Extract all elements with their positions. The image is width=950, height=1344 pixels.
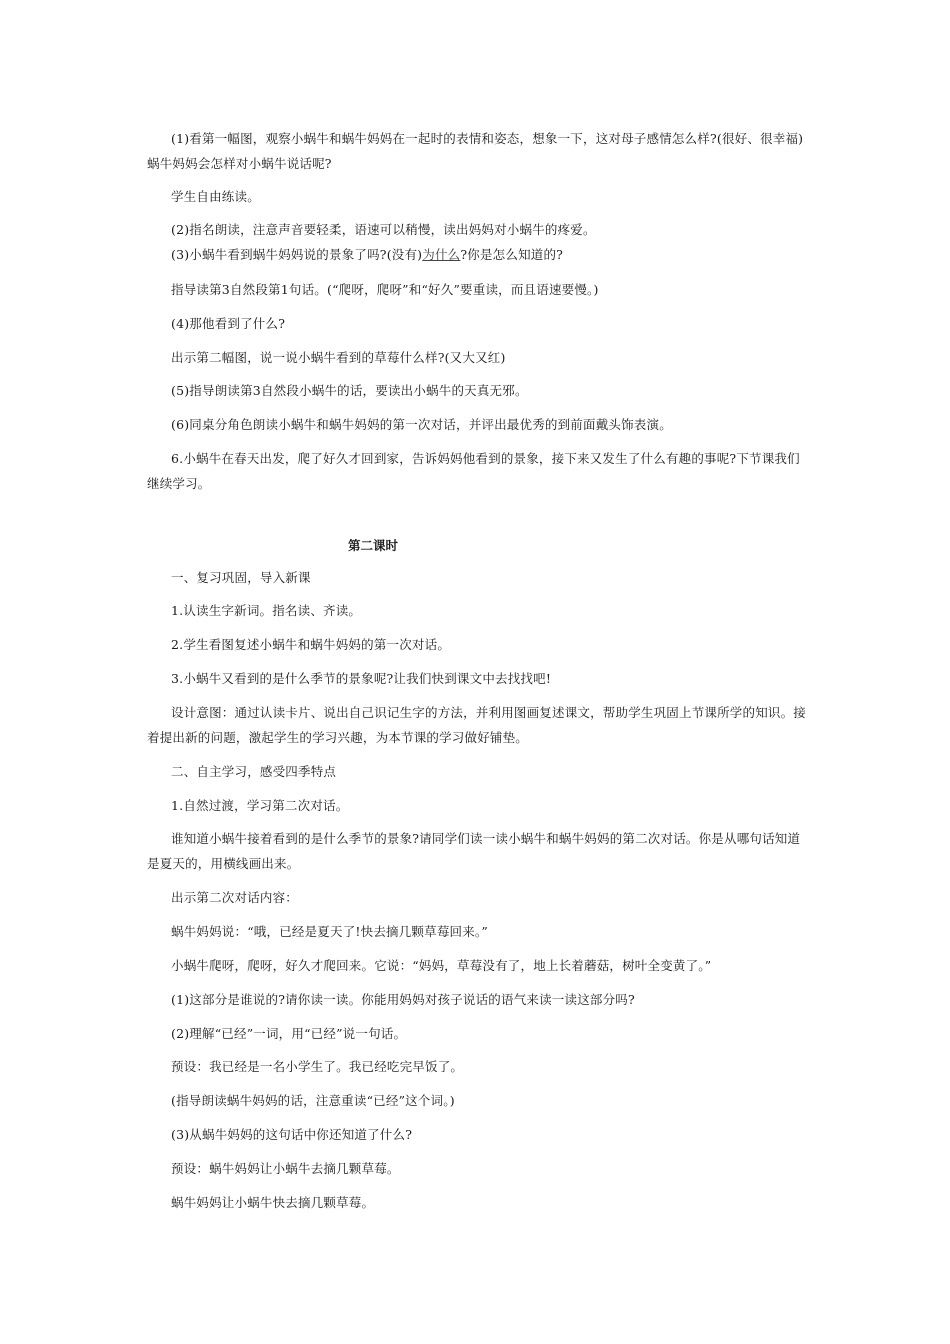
step3-text-a: (3)小蜗牛看到蜗牛妈妈说的景象了吗?(没有) [171,247,423,262]
underlined-why: 为什么 [422,247,461,262]
paragraph-step5: (5)指导朗读第3自然段小蜗牛的话，要读出小蜗牛的天真无邪。 [171,383,528,398]
section-heading-1: 一、复习巩固，导入新课 [171,570,311,585]
paragraph-last: 蜗牛妈妈让小蜗牛快去摘几颗草莓。 [171,1195,375,1210]
paragraph-guide-note: (指导朗读蜗牛妈妈的话，注意重读“已经”这个词。) [171,1093,455,1108]
paragraph-free-reading: 学生自由练读。 [171,189,260,204]
paragraph-step3 [147,242,807,267]
paragraph-step2: (2)指名朗读，注意声音要轻柔，语速可以稍慢，读出妈妈对小蜗牛的疼爱。 [171,222,596,237]
paragraph-question: 谁知道小蜗牛接着看到的是什么季节的景象?请同学们读一读小蜗牛和蜗牛妈妈的第二次对话。你是从哪句话知道是夏天的，用横线画出来。 [147,831,801,871]
paragraph-q1: (1)这部分是谁说的?请你读一读。你能用妈妈对孩子说话的语气来读一读这部分吗? [171,992,635,1007]
paragraph-q3: (3)从蜗牛妈妈的这句话中你还知道了什么? [171,1127,413,1142]
paragraph-q2: (2)理解“已经”一词，用“已经”说一句话。 [171,1026,407,1041]
step3-text-c: ?你是怎么知道的? [460,247,564,262]
paragraph-mom-quote: 蜗牛妈妈说：“哦，已经是夏天了!快去摘几颗草莓回来。” [171,924,488,939]
section-title: 第二课时 [347,538,398,553]
paragraph-preset1: 预设：我已经是一名小学生了。我已经吃完早饭了。 [171,1059,464,1074]
paragraph-item6: 6.小蜗牛在春天出发，爬了好久才回到家，告诉妈妈他看到的景象，接下来又发生了什么有趣的事呢?下节课我们继续学习。 [147,451,800,491]
paragraph-step4: (4)那他看到了什么? [171,316,286,331]
paragraph-snail-quote: 小蜗牛爬呀，爬呀，好久才爬回来。它说：“妈妈，草莓没有了，地上长着蘑菇，树叶全变黄了。” [171,958,712,973]
paragraph-guide-reading: 指导读第3自然段第1句话。(“爬呀，爬呀”和“好久”要重读，而且语速要慢。) [171,282,599,297]
paragraph-design-intent: 设计意图：通过认读卡片、说出自己识记生字的方法，并利用图画复述课文，帮助学生巩固上节课所学的知识。接着提出新的问题，激起学生的学习兴趣，为本节课的学习做好铺垫。 [147,705,807,745]
section-heading-2: 二、自主学习，感受四季特点 [171,764,337,779]
paragraph-preset2: 预设：蜗牛妈妈让小蜗牛去摘几颗草莓。 [171,1161,400,1176]
paragraph-step6: (6)同桌分角色朗读小蜗牛和蜗牛妈妈的第一次对话，并评出最优秀的到前面戴头饰表演。 [171,417,672,432]
list-item-1: 1.认读生字新词。指名读、齐读。 [171,603,362,618]
paragraph-show-dialogue: 出示第二次对话内容： [171,890,299,905]
list-item-transition: 1.自然过渡，学习第二次对话。 [171,798,349,813]
list-item-2: 2.学生看图复述小蜗牛和蜗牛妈妈的第一次对话。 [171,637,451,652]
paragraph-step1: (1)看第一幅图，观察小蜗牛和蜗牛妈妈在一起时的表情和姿态，想象一下，这对母子感情怎么样?(很好、很幸福)蜗牛妈妈会怎样对小蜗牛说话呢? [147,131,804,171]
list-item-3: 3.小蜗牛又看到的是什么季节的景象呢?让我们快到课文中去找找吧! [171,671,552,686]
paragraph-second-picture: 出示第二幅图，说一说小蜗牛看到的草莓什么样?(又大又红) [171,350,506,365]
